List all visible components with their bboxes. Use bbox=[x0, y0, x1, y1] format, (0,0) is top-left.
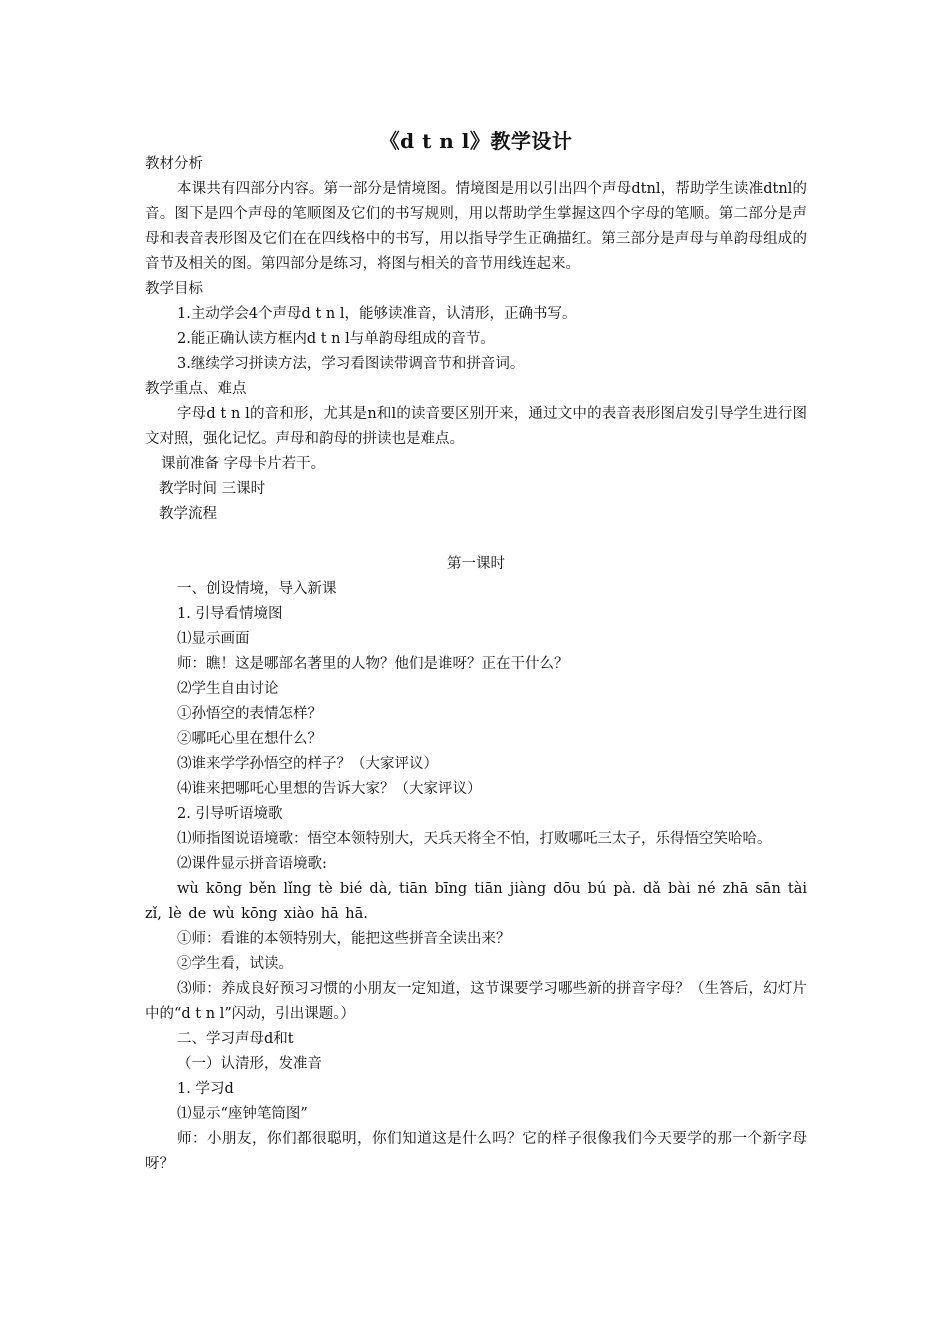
lesson-line: 师：小朋友，你们都很聪明，你们知道这是什么吗？它的样子很像我们今天要学的那一个新字母呀？ bbox=[145, 1131, 807, 1172]
lesson-line: ⑶师：养成良好预习习惯的小朋友一定知道，这节课要学习哪些新的拼音字母？（生答后，幻灯片中的“d t n l”闪动，引出课题。） bbox=[145, 981, 807, 1022]
pinyin-verse: wù kōng běn lǐng tè bié dà, tiān bīng tiān jiàng dōu bú pà. dǎ bài né zhā sān tài zǐ, lè de wù kōng xiào hā hā. bbox=[145, 881, 807, 922]
lesson-line: 2. 引导听语境歌 bbox=[177, 806, 283, 822]
document-page bbox=[145, 128, 807, 1177]
lesson-heading: 第一课时 bbox=[447, 556, 505, 572]
lesson-line: 二、学习声母d和t bbox=[177, 1031, 294, 1047]
lesson-line: ⑴显示画面 bbox=[177, 631, 250, 647]
lesson-line: ⑴显示“座钟笔筒图” bbox=[177, 1106, 308, 1122]
lesson-line: 一、创设情境，导入新课 bbox=[177, 581, 337, 597]
document-title: 《d t n l》教学设计 bbox=[379, 129, 573, 153]
goal-item-3: 3.继续学习拼读方法，学习看图读带调音节和拼音词。 bbox=[177, 356, 525, 372]
lesson-line: ②哪吒心里在想什么？ bbox=[177, 731, 322, 747]
spacer bbox=[145, 527, 807, 552]
teaching-flow-heading: 教学流程 bbox=[159, 506, 217, 522]
teaching-time-line: 教学时间 三课时 bbox=[159, 481, 266, 497]
lesson-line: 师：瞧！这是哪部名著里的人物？他们是谁呀？正在干什么？ bbox=[177, 656, 569, 672]
lesson-line: 1. 引导看情境图 bbox=[177, 606, 283, 622]
lesson-line: ⑷谁来把哪吒心里想的告诉大家？（大家评议） bbox=[177, 781, 482, 797]
lesson-line: ⑴师指图说语境歌：悟空本领特别大，天兵天将全不怕，打败哪吒三太子，乐得悟空笑哈哈。 bbox=[177, 831, 772, 847]
key-points-paragraph: 字母d t n l的音和形，尤其是n和l的读音要区别开来，通过文中的表音表形图启发引导学生进行图文对照，强化记忆。声母和韵母的拼读也是难点。 bbox=[145, 406, 807, 447]
lesson-line: ⑶谁来学学孙悟空的样子？（大家评议） bbox=[177, 756, 438, 772]
lesson-line: 1. 学习d bbox=[177, 1081, 234, 1097]
lesson-line: ②学生看，试读。 bbox=[177, 956, 293, 972]
lesson-line: ⑵课件显示拼音语境歌: bbox=[177, 856, 327, 872]
goal-item-2: 2.能正确认读方框内d t n l与单韵母组成的音节。 bbox=[177, 331, 495, 347]
lesson-line: ⑵学生自由讨论 bbox=[177, 681, 279, 697]
section-heading-goals: 教学目标 bbox=[145, 281, 203, 297]
section-heading-key-points: 教学重点、难点 bbox=[145, 381, 247, 397]
section-heading-analysis: 教材分析 bbox=[145, 156, 203, 172]
goal-item-1: 1.主动学会4个声母d t n l，能够读准音，认清形，正确书写。 bbox=[177, 306, 577, 322]
lesson-line: ①师：看谁的本领特别大，能把这些拼音全读出来？ bbox=[177, 931, 511, 947]
lesson-line: （一）认清形，发准音 bbox=[177, 1056, 322, 1072]
preparation-line: 课前准备 字母卡片若干。 bbox=[161, 456, 326, 472]
lesson-line: ①孙悟空的表情怎样？ bbox=[177, 706, 322, 722]
analysis-paragraph: 本课共有四部分内容。第一部分是情境图。情境图是用以引出四个声母dtnl，帮助学生读准dtnl的音。图下是四个声母的笔顺图及它们的书写规则，用以帮助学生掌握这四个字母的笔顺。第二部分是声母和表音表形图及它们在在四线格中的书写，用以指导学生正确描红。第三部分是声母与单韵母组成的音节及相关的图。第四部分是练习，将图与相关的音节用线连起来。 bbox=[145, 181, 807, 272]
